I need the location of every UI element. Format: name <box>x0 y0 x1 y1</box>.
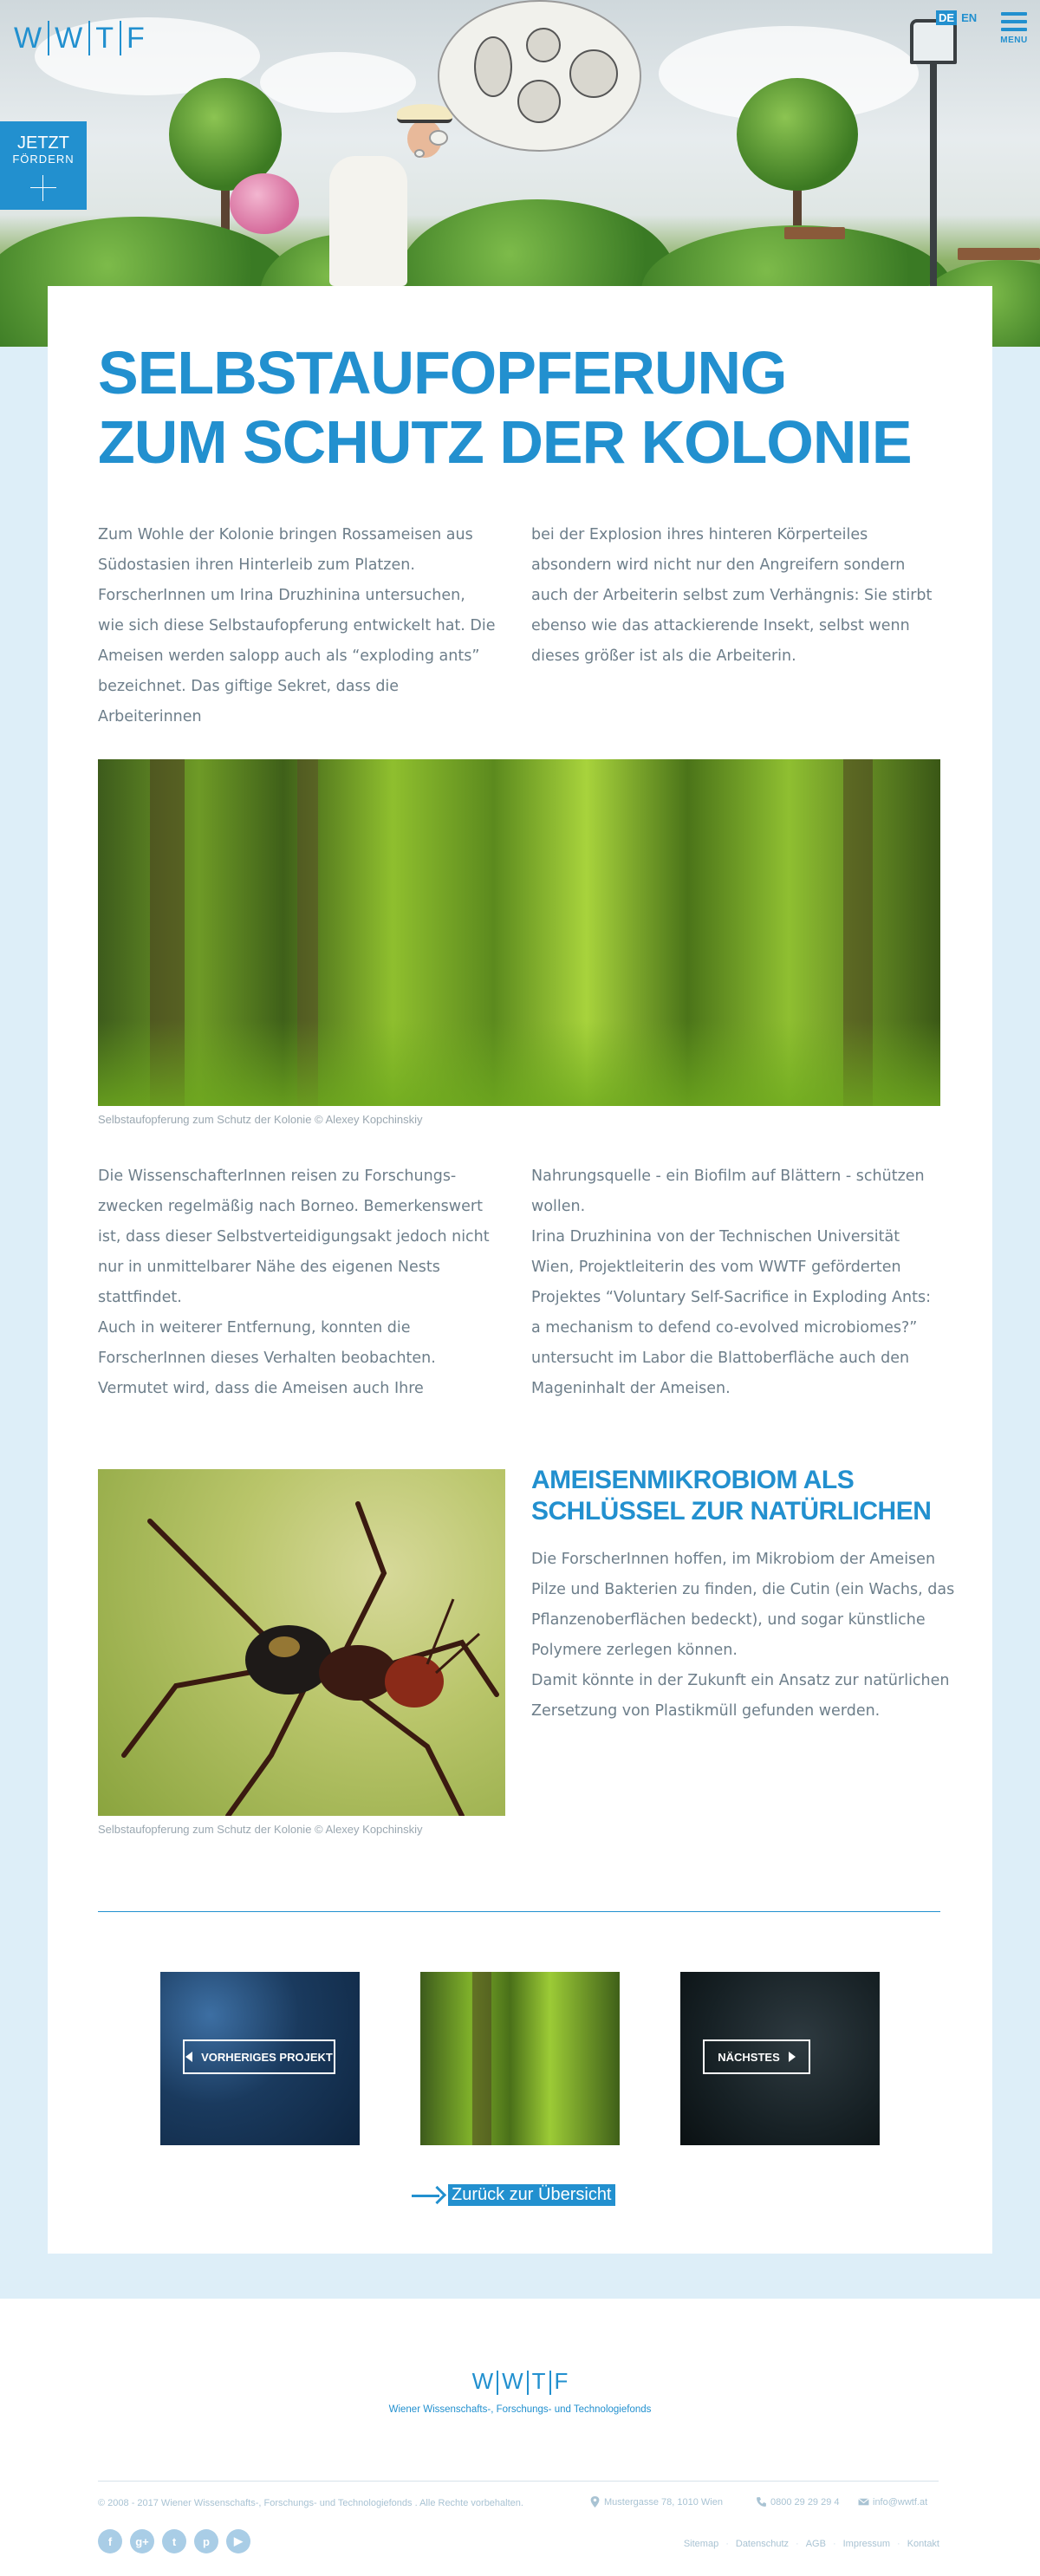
logo-letter: W <box>502 2368 523 2394</box>
menu-button[interactable] <box>998 12 1030 54</box>
map-pin-icon <box>589 2496 601 2508</box>
text-line: Vermutet wird, dass die Ameisen auch Ihre <box>98 1380 424 1397</box>
section-title-line: SCHLÜSSEL ZUR NATÜRLICHEN <box>531 1497 932 1525</box>
lamp-head <box>910 19 957 64</box>
text-line: absondern wird nicht nur den Angreifern sondern <box>531 556 906 574</box>
previous-project-label: VORHERIGES PROJEKT <box>201 2050 333 2064</box>
tree <box>737 78 858 191</box>
footer-link-datenschutz[interactable]: Datenschutz <box>735 2539 790 2549</box>
google-plus-icon[interactable]: g+ <box>130 2529 154 2553</box>
text-line: Auch in weiterer Entfernung, konnten die <box>98 1319 411 1337</box>
section-text <box>531 1545 956 1727</box>
current-project-tile[interactable] <box>420 1972 620 2145</box>
address <box>589 2496 723 2508</box>
ant-illustration <box>98 1469 505 1816</box>
text-line: Ameisen werden salopp auch als “exploding ants” <box>98 647 480 665</box>
text-line: untersucht im Labor die Blattoberfläche auch den <box>531 1350 910 1367</box>
thought-bubble <box>438 0 641 152</box>
text-line: Pflanzenoberflächen bedeckt), und sogar künstliche <box>531 1611 926 1629</box>
title-line: ZUM SCHUTZ DER KOLONIE <box>98 408 912 476</box>
blossom-tree <box>230 173 299 234</box>
text-line: Wien, Projektleiterin des vom WWTF geförderten <box>531 1259 901 1276</box>
footer-tagline: Wiener Wissenschafts-, Forschungs- und Technologiefonds <box>388 2404 652 2415</box>
logo-letter: W <box>14 21 43 55</box>
address-text: Mustergasse 78, 1010 Wien <box>604 2496 723 2508</box>
text-line: Projektes “Voluntary Self-Sacrifice in Exploding Ants: <box>531 1289 931 1306</box>
email-text: info@wwtf.at <box>873 2496 928 2508</box>
footer <box>0 2299 1040 2576</box>
phone[interactable] <box>756 2496 840 2508</box>
logo-letter: F <box>126 21 146 55</box>
section-title <box>531 1465 939 1527</box>
logo-letter: T <box>531 2368 546 2394</box>
ant-photo <box>98 1469 505 1816</box>
text-line: bei der Explosion ihres hinteren Körperteiles <box>531 526 868 543</box>
lang-de[interactable]: DE <box>936 10 957 25</box>
text-line: ForscherInnen um Irina Druzhinina untersuchen, <box>98 587 465 604</box>
hamburger-icon <box>998 12 1030 31</box>
plus-icon <box>30 175 56 201</box>
body-left-column <box>98 1161 505 1404</box>
back-to-overview-label: Zurück zur Übersicht <box>448 2184 615 2206</box>
text-line: stattfindet. <box>98 1289 182 1306</box>
text-line: ebenso wie das attackierende Insekt, selbst wenn <box>531 617 910 634</box>
footer-links: Sitemap · Datenschutz · AGB · Impressum · Kontakt <box>683 2539 939 2549</box>
previous-project-button[interactable] <box>183 2039 335 2074</box>
image-caption: Selbstaufopferung zum Schutz der Kolonie © Alexey Kopchinskiy <box>98 1113 423 1126</box>
logo-letter: W <box>471 2368 494 2394</box>
text-line: wollen. <box>531 1198 586 1215</box>
youtube-icon[interactable]: ▶ <box>226 2529 250 2553</box>
previous-project-tile[interactable] <box>160 1972 360 2145</box>
text-line: Die ForscherInnen hoffen, im Mikrobiom der Ameisen <box>531 1551 936 1568</box>
seed-drawing <box>526 28 561 62</box>
pinterest-icon[interactable]: p <box>194 2529 218 2553</box>
gentleman-figure <box>329 156 407 286</box>
phone-text: 0800 29 29 29 4 <box>770 2496 840 2508</box>
text-line: Zersetzung von Plastikmüll gefunden werden. <box>531 1702 881 1720</box>
text-line: Irina Druzhinina von der Technischen Universität <box>531 1228 900 1246</box>
section-title-line: AMEISENMIKROBIOM ALS <box>531 1466 855 1494</box>
menu-label: MENU <box>1000 36 1028 45</box>
text-line: Zum Wohle der Kolonie bringen Rossameisen aus <box>98 526 473 543</box>
seed-drawing <box>474 36 512 97</box>
text-line: nur in unmittelbarer Nähe des eigenen Nests <box>98 1259 440 1276</box>
mail-icon <box>858 2496 869 2508</box>
wwtf-logo[interactable] <box>14 19 146 57</box>
text-line: Südostasien ihren Hinterleib zum Platzen. <box>98 556 415 574</box>
bench <box>958 248 1040 260</box>
facebook-icon[interactable]: f <box>98 2529 122 2553</box>
footer-link-agb[interactable]: AGB <box>805 2539 826 2549</box>
text-line: ist, dass dieser Selbstverteidigungsakt jedoch nicht <box>98 1228 490 1246</box>
footer-link-impressum[interactable]: Impressum <box>842 2539 891 2549</box>
street-lamp <box>930 52 937 303</box>
jungle-photo <box>98 759 940 1106</box>
arrow-right-icon <box>412 2187 443 2204</box>
text-line: Mageninhalt der Ameisen. <box>531 1380 731 1397</box>
footer-logo[interactable] <box>0 2368 1040 2395</box>
next-project-button[interactable] <box>703 2039 810 2074</box>
lang-en[interactable]: EN <box>961 11 978 24</box>
phone-icon <box>756 2496 767 2508</box>
footer-link-kontakt[interactable]: Kontakt <box>907 2539 939 2549</box>
back-to-overview-link[interactable] <box>412 2184 615 2206</box>
text-line: bezeichnet. Das giftige Sekret, dass die Arbeiterinnen <box>98 678 400 725</box>
arrow-right-icon <box>789 2052 796 2062</box>
text-line: Die WissenschafterInnen reisen zu Forschungs- <box>98 1168 457 1185</box>
logo-letter: F <box>554 2368 569 2394</box>
article-card <box>48 286 992 2254</box>
next-project-label: NÄCHSTES <box>718 2050 780 2064</box>
donate-label-1: JETZT <box>17 133 69 153</box>
intro-left-column <box>98 520 505 732</box>
footer-divider <box>98 2481 939 2482</box>
text-line: dieses größer ist als die Arbeiterin. <box>531 647 796 665</box>
intro-right-column <box>531 520 939 672</box>
language-switcher <box>936 10 978 25</box>
donate-button[interactable] <box>0 121 87 210</box>
footer-link-sitemap[interactable]: Sitemap <box>683 2539 719 2549</box>
logo-letter: W <box>55 21 84 55</box>
email[interactable] <box>858 2496 927 2508</box>
text-line: ForscherInnen dieses Verhalten beobachten. <box>98 1350 436 1367</box>
thought-bubble-dot <box>429 130 448 146</box>
logo-letter: T <box>95 21 114 55</box>
twitter-icon[interactable]: t <box>162 2529 186 2553</box>
text-line: Pilze und Bakterien zu finden, die Cutin (ein Wachs, das <box>531 1581 955 1598</box>
body-right-column <box>531 1161 956 1404</box>
text-line: Damit könnte in der Zukunft ein Ansatz zur natürlichen <box>531 1672 950 1689</box>
text-line: wie sich diese Selbstaufopferung entwickelt hat. Die <box>98 617 496 634</box>
copyright: © 2008 - 2017 Wiener Wissenschafts-, Forschungs- und Technologiefonds . Alle Rechte vorbehalten. <box>98 2498 523 2508</box>
cloud <box>260 52 416 113</box>
text-line: auch der Arbeiterin selbst zum Verhängnis: Sie stirbt <box>531 587 933 604</box>
page-title <box>98 338 947 477</box>
text-line: zwecken regelmäßig nach Borneo. Bemerkenswert <box>98 1198 483 1215</box>
divider <box>98 1911 940 1912</box>
text-line: a mechanism to defend co-evolved microbiomes?” <box>531 1319 918 1337</box>
image-caption: Selbstaufopferung zum Schutz der Kolonie © Alexey Kopchinskiy <box>98 1823 423 1836</box>
donate-label-2: FÖRDERN <box>12 153 75 166</box>
arrow-left-icon <box>185 2052 192 2062</box>
thought-bubble-dot <box>414 149 425 158</box>
next-project-tile[interactable] <box>680 1972 880 2145</box>
text-line: Nahrungsquelle - ein Biofilm auf Blättern - schützen <box>531 1168 925 1185</box>
text-line: Polymere zerlegen können. <box>531 1642 738 1659</box>
bench <box>784 227 845 239</box>
straw-hat <box>397 104 452 123</box>
title-line: SELBSTAUFOPFERUNG <box>98 339 787 407</box>
seed-drawing <box>569 49 618 98</box>
seed-drawing <box>517 80 561 123</box>
